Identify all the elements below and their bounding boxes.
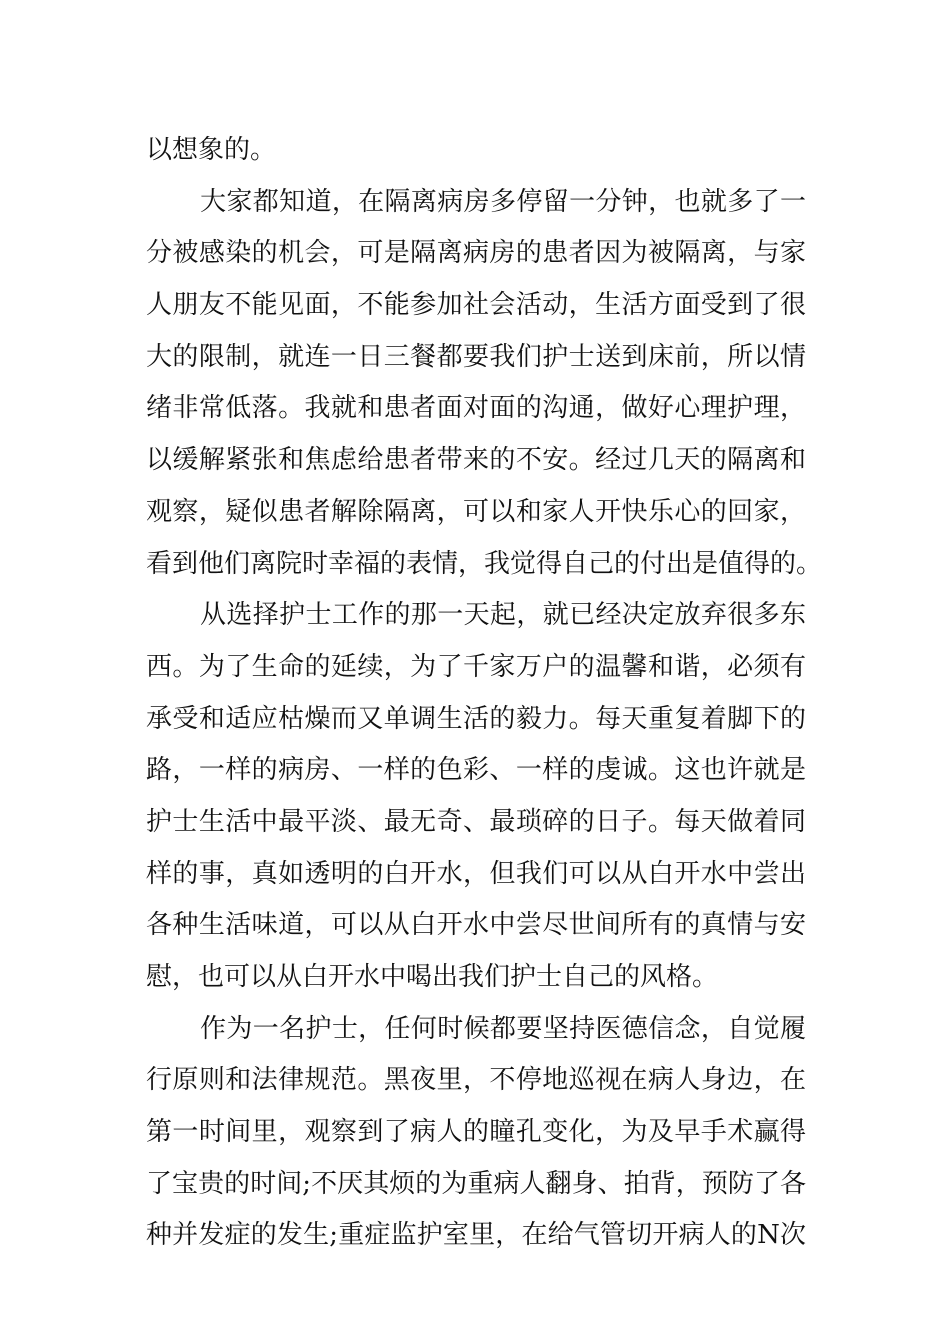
text-line: 行原则和法律规范。黑夜里，不停地巡视在病人身边，在: [146, 1065, 806, 1096]
text-line: 各种生活味道，可以从白开水中尝尽世间所有的真情与安: [146, 910, 806, 941]
document-body: [146, 125, 823, 1262]
text-line: 承受和适应枯燥而又单调生活的毅力。每天重复着脚下的: [146, 703, 806, 734]
text-line: 分被感染的机会，可是隔离病房的患者因为被隔离，与家: [146, 238, 806, 269]
paragraph-first-line: 大家都知道，在隔离病房多停留一分钟，也就多了一: [200, 186, 806, 217]
text-line: 了宝贵的时间;不厌其烦的为重病人翻身、拍背，预防了各: [146, 1168, 806, 1199]
text-line: 看到他们离院时幸福的表情，我觉得自己的付出是值得的。: [146, 548, 823, 579]
text-line: 绪非常低落。我就和患者面对面的沟通，做好心理护理，: [146, 393, 806, 424]
text-line: 以缓解紧张和焦虑给患者带来的不安。经过几天的隔离和: [146, 445, 806, 476]
text-line: 西。为了生命的延续，为了千家万户的温馨和谐，必须有: [146, 651, 806, 682]
text-line: 观察，疑似患者解除隔离，可以和家人开快乐心的回家，: [146, 496, 806, 527]
text-line: 护士生活中最平淡、最无奇、最琐碎的日子。每天做着同: [146, 806, 806, 837]
paragraph-first-line: 作为一名护士，任何时候都要坚持医德信念，自觉履: [200, 1013, 806, 1044]
text-line: 路，一样的病房、一样的色彩、一样的虔诚。这也许就是: [146, 755, 806, 786]
text-line: 样的事，真如透明的白开水，但我们可以从白开水中尝出: [146, 858, 806, 889]
text-line: 大的限制，就连一日三餐都要我们护士送到床前，所以情: [146, 341, 806, 372]
text-line: 种并发症的发生;重症监护室里，在给气管切开病人的N次: [146, 1220, 806, 1251]
text-line: 人朋友不能见面，不能参加社会活动，生活方面受到了很: [146, 290, 806, 321]
text-line: 第一时间里，观察到了病人的瞳孔变化，为及早手术赢得: [146, 1117, 806, 1148]
text-line: 慰，也可以从白开水中喝出我们护士自己的风格。: [146, 962, 719, 992]
text-line: 以想象的。: [146, 135, 277, 165]
paragraph-first-line: 从选择护士工作的那一天起，就已经决定放弃很多东: [200, 600, 806, 631]
